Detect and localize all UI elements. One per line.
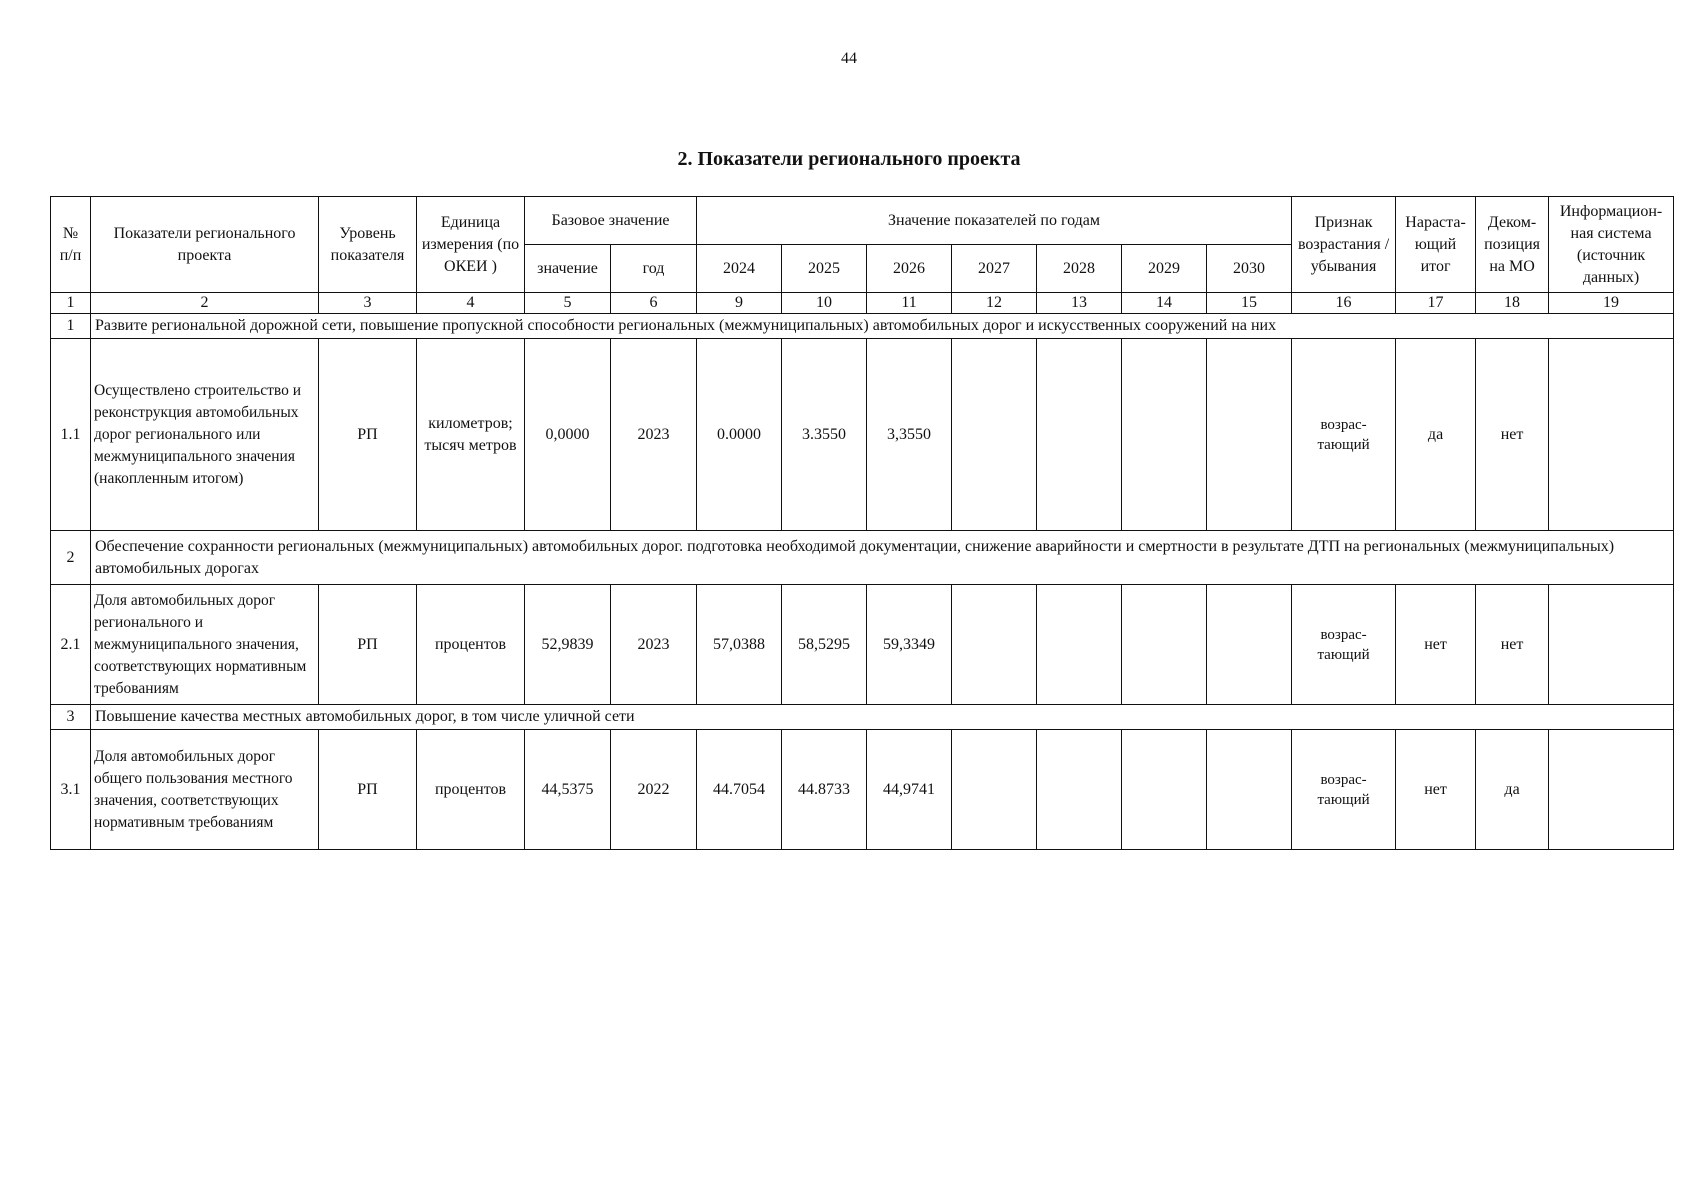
header-decomposition: Деком-позиция на МО [1476, 197, 1549, 293]
column-number: 1 [51, 293, 91, 314]
cumulative-total: да [1396, 339, 1476, 531]
column-number: 19 [1549, 293, 1674, 314]
base-value: 44,5375 [525, 730, 611, 850]
indicator-name: Доля автомобильных дорог регионального и межмуниципального значения, соответствующих нормативным требованиям [91, 585, 319, 705]
base-year: 2022 [611, 730, 697, 850]
header-year: 2027 [952, 245, 1037, 293]
header-year: 2025 [782, 245, 867, 293]
header-base-value: значение [525, 245, 611, 293]
decomposition: да [1476, 730, 1549, 850]
column-number: 5 [525, 293, 611, 314]
document-title: 2. Показатели регионального проекта [677, 148, 1021, 170]
year-value [1207, 585, 1292, 705]
column-number: 16 [1292, 293, 1396, 314]
indicator-name: Осуществлено строительство и реконструкция автомобильных дорог регионального или межмуниципального значения (накопленным итогом) [91, 339, 319, 531]
page-number: 44 [841, 50, 857, 67]
header-year: 2028 [1037, 245, 1122, 293]
indicator-number: 3.1 [51, 730, 91, 850]
column-number: 18 [1476, 293, 1549, 314]
year-value [1037, 730, 1122, 850]
column-numbers-row [51, 293, 1674, 314]
year-value: 57,0388 [697, 585, 782, 705]
info-system [1549, 339, 1674, 531]
section-number: 1 [51, 314, 91, 339]
section-title: Повышение качества местных автомобильных дорог, в том числе уличной сети [91, 705, 1674, 730]
section-row [51, 314, 1674, 339]
section-number: 2 [51, 531, 91, 585]
cumulative-total: нет [1396, 585, 1476, 705]
column-number: 6 [611, 293, 697, 314]
column-number: 12 [952, 293, 1037, 314]
indicator-number: 1.1 [51, 339, 91, 531]
header-level: Уровень показателя [319, 197, 417, 293]
year-value: 0.0000 [697, 339, 782, 531]
indicator-unit: процентов [417, 585, 525, 705]
header-row-top [51, 197, 1674, 245]
column-number: 17 [1396, 293, 1476, 314]
section-row [51, 705, 1674, 730]
section-number: 3 [51, 705, 91, 730]
indicator-level: РП [319, 339, 417, 531]
column-number: 3 [319, 293, 417, 314]
year-value: 3.3550 [782, 339, 867, 531]
header-year: 2024 [697, 245, 782, 293]
year-value [1122, 585, 1207, 705]
base-value: 0,0000 [525, 339, 611, 531]
indicator-level: РП [319, 730, 417, 850]
year-value [1122, 730, 1207, 850]
year-value [952, 730, 1037, 850]
year-value [952, 339, 1037, 531]
indicator-name: Доля автомобильных дорог общего пользования местного значения, соответствующих нормативным требованиям [91, 730, 319, 850]
trend-sign: возрас-тающий [1292, 585, 1396, 705]
indicator-unit: процентов [417, 730, 525, 850]
section-title: Обеспечение сохранности региональных (межмуниципальных) автомобильных дорог. подготовка необходимой документации, снижение аварийности и смертности в результате ДТП на региональных (межмуниципальных) автомобильных дорогах [91, 531, 1674, 585]
base-year: 2023 [611, 585, 697, 705]
year-value: 3,3550 [867, 339, 952, 531]
header-years-group: Значение показателей по годам [697, 197, 1292, 245]
header-cumulative: Нараста-ющий итог [1396, 197, 1476, 293]
indicator-row [51, 339, 1674, 531]
header-base: Базовое значение [525, 197, 697, 245]
header-year: 2030 [1207, 245, 1292, 293]
year-value: 44.7054 [697, 730, 782, 850]
year-value [952, 585, 1037, 705]
indicators-table [50, 196, 1674, 850]
section-row [51, 531, 1674, 585]
header-base-year: год [611, 245, 697, 293]
year-value [1207, 730, 1292, 850]
column-number: 10 [782, 293, 867, 314]
indicator-unit: километров; тысяч метров [417, 339, 525, 531]
column-number: 4 [417, 293, 525, 314]
indicator-row [51, 585, 1674, 705]
header-info-system: Информацион-ная система (источник данных) [1549, 197, 1674, 293]
year-value [1037, 339, 1122, 531]
column-number: 11 [867, 293, 952, 314]
base-value: 52,9839 [525, 585, 611, 705]
header-year: 2029 [1122, 245, 1207, 293]
column-number: 14 [1122, 293, 1207, 314]
decomposition: нет [1476, 339, 1549, 531]
info-system [1549, 730, 1674, 850]
section-title: Развите региональной дорожной сети, повышение пропускной способности региональных (межмуниципальных) автомобильных дорог и искусственных сооружений на них [91, 314, 1674, 339]
header-num: № п/п [51, 197, 91, 293]
year-value: 59,3349 [867, 585, 952, 705]
column-number: 15 [1207, 293, 1292, 314]
year-value [1122, 339, 1207, 531]
year-value [1037, 585, 1122, 705]
decomposition: нет [1476, 585, 1549, 705]
indicator-level: РП [319, 585, 417, 705]
cumulative-total: нет [1396, 730, 1476, 850]
header-unit: Единица измерения (по ОКЕИ ) [417, 197, 525, 293]
header-year: 2026 [867, 245, 952, 293]
info-system [1549, 585, 1674, 705]
trend-sign: возрас-тающий [1292, 730, 1396, 850]
trend-sign: возрас-тающий [1292, 339, 1396, 531]
column-number: 13 [1037, 293, 1122, 314]
indicator-number: 2.1 [51, 585, 91, 705]
year-value: 44.8733 [782, 730, 867, 850]
column-number: 2 [91, 293, 319, 314]
year-value: 44,9741 [867, 730, 952, 850]
header-trend: Признак возрастания / убывания [1292, 197, 1396, 293]
base-year: 2023 [611, 339, 697, 531]
column-number: 9 [697, 293, 782, 314]
year-value [1207, 339, 1292, 531]
header-indicator: Показатели регионального проекта [91, 197, 319, 293]
year-value: 58,5295 [782, 585, 867, 705]
indicator-row [51, 730, 1674, 850]
